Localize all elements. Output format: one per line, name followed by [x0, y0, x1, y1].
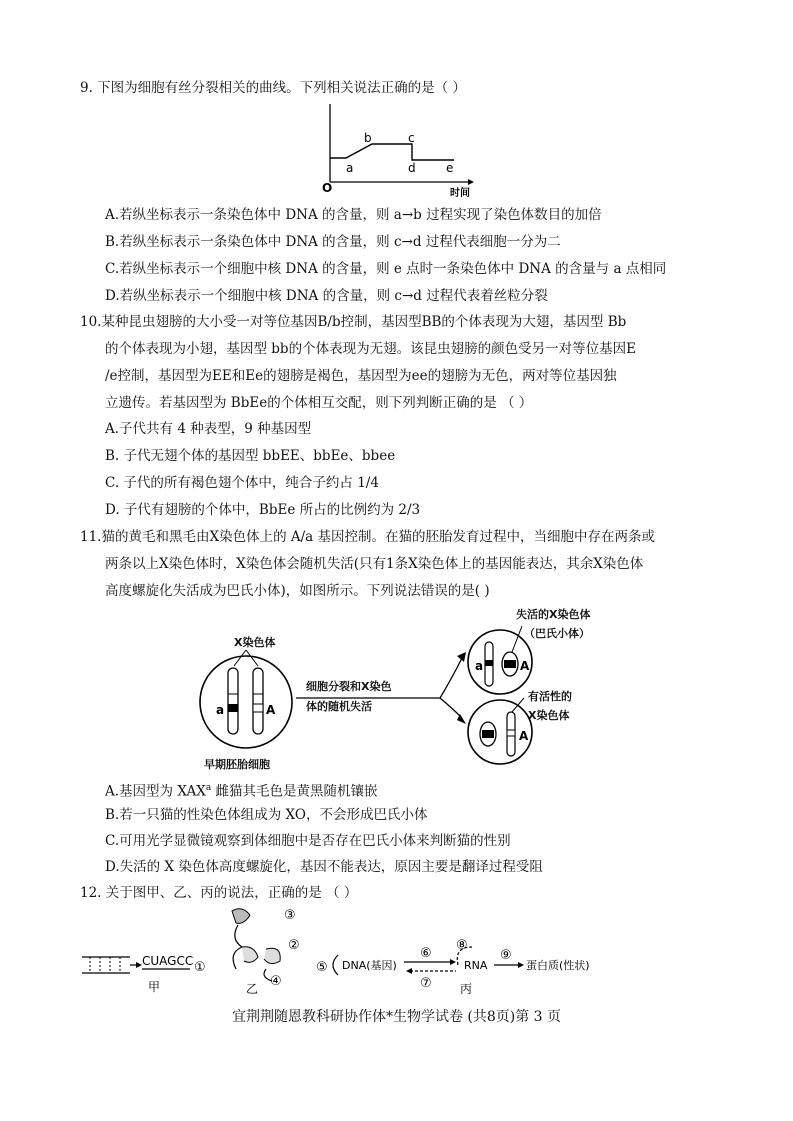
early-cell-label: 早期胚胎细胞: [204, 758, 270, 771]
marker-7: ⑦: [420, 976, 432, 991]
q11-option-c: C.可用光学显微镜观察到体细胞中是否存在巴氏小体来判断猫的性别: [105, 833, 511, 849]
graph-label-b: b: [364, 131, 372, 145]
lower-allele-A: A: [519, 729, 529, 743]
arrow-text-1: 细胞分裂和X染色: [306, 680, 392, 693]
graph-label-e: e: [446, 161, 454, 175]
label-yi: 乙: [246, 982, 259, 996]
upper-allele-A: A: [520, 659, 530, 673]
q12-stem: 12. 关于图甲、乙、丙的说法，正确的是 （ ）: [80, 885, 358, 901]
marker-1: ①: [194, 960, 206, 975]
q9-graph: [316, 100, 476, 200]
x-chromosome-label: X染色体: [234, 636, 276, 649]
marker-4: ④: [270, 974, 282, 989]
q10-option-a: A.子代共有 4 种表型，9 种基因型: [105, 421, 312, 437]
q12-figure: [80, 905, 640, 1001]
q9-option-b: B.若纵坐标表示一条染色体中 DNA 的含量，则 c→d 过程代表细胞一分为二: [105, 234, 561, 250]
dna-label: DNA(基因): [342, 959, 397, 972]
q10-option-b: B. 子代无翅个体的基因型 bbEE、bbEe、bbee: [105, 448, 396, 464]
rna-label: RNA: [464, 959, 488, 972]
graph-label-d: d: [408, 161, 416, 175]
active-x-label-1: 有活性的: [528, 690, 572, 703]
q10-line-1: 10.某种昆虫翅膀的大小受一对等位基因B/b控制，基因型BB的个体表现为大翅，基因型 Bb: [80, 314, 627, 330]
graph-label-a: a: [346, 161, 354, 175]
early-allele-A: A: [266, 703, 276, 717]
q10-option-d: D. 子代有翅膀的个体中，BbEe 所占的比例约为 2/3: [105, 502, 421, 518]
inactive-x-label: 失活的X染色体: [516, 608, 591, 621]
active-x-label-2: X染色体: [528, 709, 570, 722]
marker-6: ⑥: [420, 946, 432, 961]
q11-option-a: A.基因型为 XAX$^a$ 雌猫其毛色是黄黑随机镶嵌: [105, 783, 378, 800]
arrow-text-2: 体的随机失活: [306, 700, 372, 713]
protein-label: 蛋白质(性状): [526, 959, 590, 972]
marker-3: ③: [284, 908, 296, 923]
q11-line-1: 11.猫的黄毛和黑毛由X染色体上的 A/a 基因控制。在猫的胚胎发育过程中，当细胞中存在两条或: [80, 529, 656, 545]
q9-option-c: C.若纵坐标表示一个细胞中核 DNA 的含量，则 e 点时一条染色体中 DNA 的含量与 a 点相同: [105, 261, 667, 277]
graph-origin: O: [322, 181, 333, 195]
marker-8: ⑧: [456, 938, 468, 953]
q11-option-b: B.若一只猫的性染色体组成为 XO，不会形成巴氏小体: [105, 807, 428, 823]
q11-line-3: 高度螺旋化失活成为巴氏小体)，如图所示。下列说法错误的是( ): [105, 583, 490, 599]
graph-xlabel: 时间: [450, 188, 470, 199]
q9-stem: 9. 下图为细胞有丝分裂相关的曲线。下列相关说法正确的是（ ）: [80, 80, 466, 96]
q9-option-a: A.若纵坐标表示一条染色体中 DNA 的含量，则 a→b 过程实现了染色体数目的加倍: [105, 207, 602, 223]
q10-option-c: C. 子代的所有褐色翅个体中，纯合子约占 1/4: [105, 475, 379, 491]
q9-option-d: D.若纵坐标表示一个细胞中核 DNA 的含量，则 c→d 过程代表着丝粒分裂: [105, 288, 548, 304]
q10-line-3: /e控制，基因型为EE和Ee的翅膀是褐色，基因型为ee的翅膀为无色，两对等位基因独: [105, 368, 617, 384]
marker-5: ⑤: [316, 960, 328, 975]
label-bing: 丙: [460, 982, 473, 996]
mrna-sequence: CUAGCC: [142, 954, 194, 968]
early-allele-a: a: [216, 703, 225, 717]
q11-option-d: D.失活的 X 染色体高度螺旋化，基因不能表达，原因主要是翻译过程受阻: [105, 859, 543, 875]
q10-line-4: 立遗传。若基因型为 BbEe的个体相互交配，则下列判断正确的是 （ ）: [105, 395, 533, 411]
q11-line-2: 两条以上X染色体时，X染色体会随机失活(只有1条X染色体上的基因能表达，其余X染色体: [105, 556, 644, 572]
upper-allele-a: a: [475, 659, 484, 673]
marker-9: ⑨: [500, 948, 512, 963]
barr-body-label: （巴氏小体）: [524, 627, 590, 640]
graph-label-c: c: [408, 131, 415, 145]
page-footer: 宜荆荆随恩教科研协作体*生物学试卷 (共8页)第 3 页: [231, 1009, 562, 1025]
q10-line-2: 的个体表现为小翅，基因型 bb的个体表现为无翅。该昆虫翅膀的颜色受另一对等位基因E: [105, 341, 636, 357]
marker-2: ②: [288, 938, 300, 953]
label-jia: 甲: [148, 980, 161, 994]
